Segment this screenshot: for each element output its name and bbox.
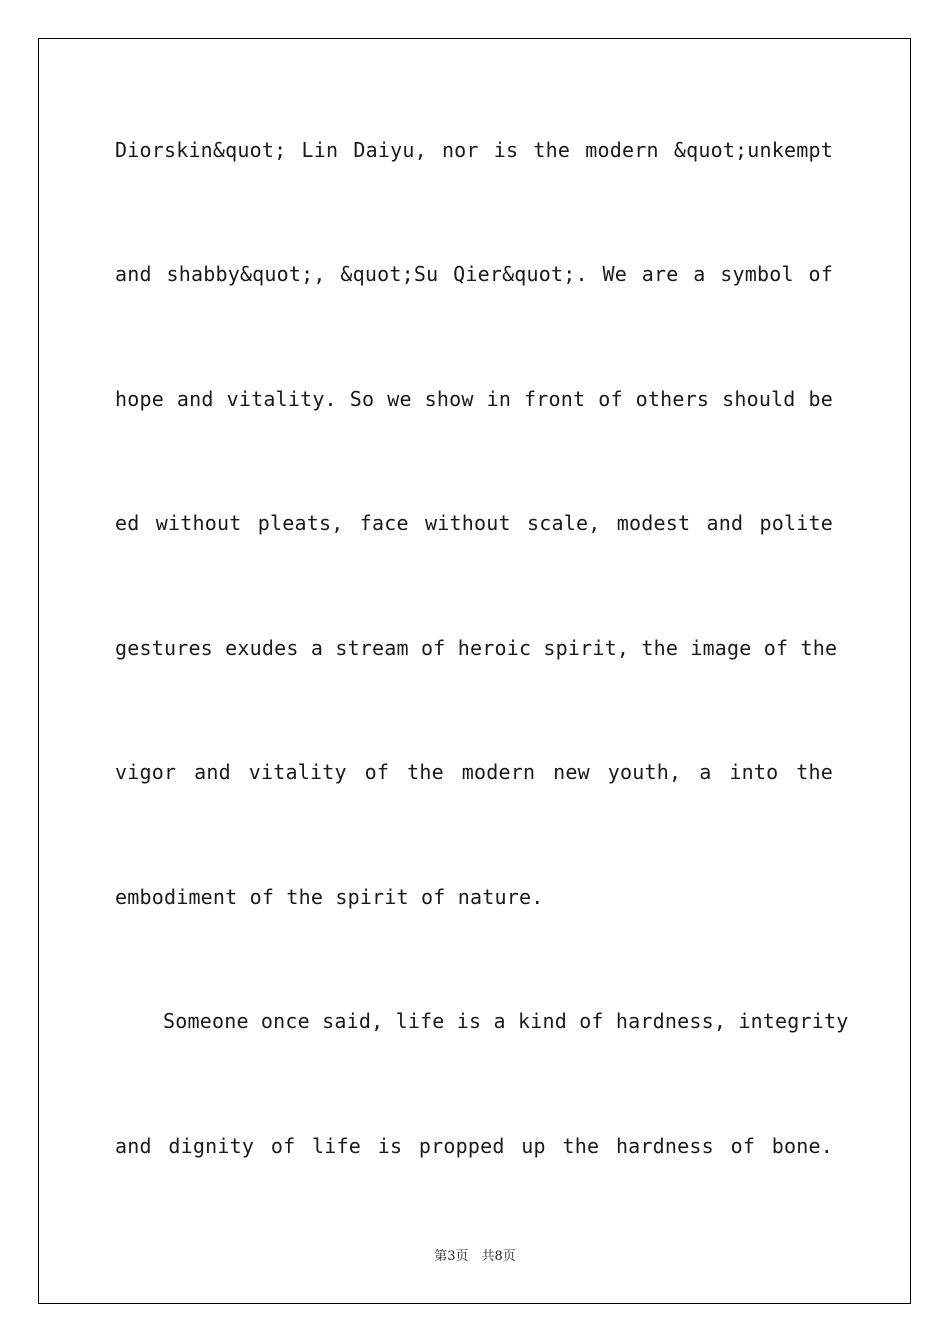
page-border (38, 38, 911, 1304)
body-line-6: vigor and vitality of the modern new youth, a into the (115, 760, 833, 784)
body-line-4: ed without pleats, face without scale, modest and polite (115, 511, 833, 535)
body-line-9: and dignity of life is propped up the hardness of bone. (115, 1134, 833, 1158)
body-line-1: Diorskin&quot; Lin Daiyu, nor is the modern &quot;unkempt (115, 138, 833, 162)
body-line-3: hope and vitality. So we show in front of others should be (115, 387, 833, 411)
body-line-2: and shabby&quot;, &quot;Su Qier&quot;. We are a symbol of (115, 262, 833, 286)
body-line-5: gestures exudes a stream of heroic spirit, the image of the (115, 636, 838, 660)
body-line-7: embodiment of the spirit of nature. (115, 885, 544, 909)
page-number-footer: 第3页 共8页 (434, 1249, 516, 1264)
body-line-8: Someone once said, life is a kind of hardness, integrity (163, 1009, 849, 1033)
